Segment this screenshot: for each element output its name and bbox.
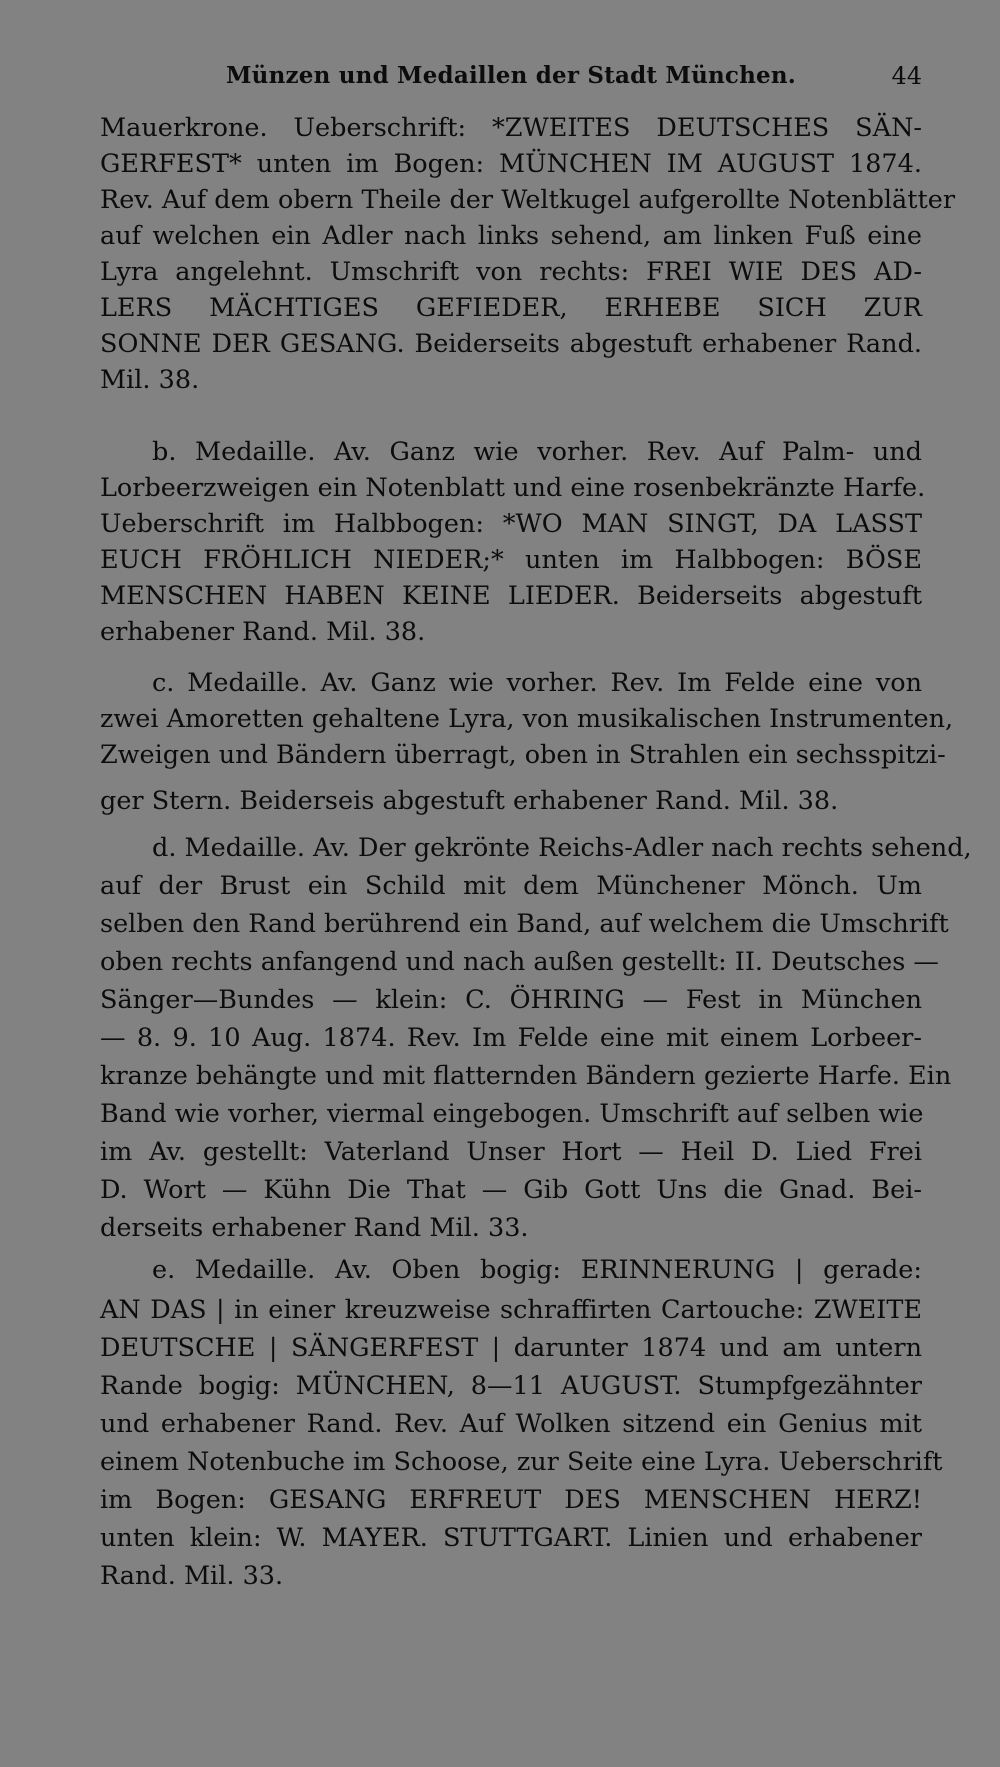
text-line: zwei Amoretten gehaltene Lyra, von musikalischen Instrumenten,	[100, 704, 954, 734]
text-line: LERS MÄCHTIGES GEFIEDER, ERHEBE SICH ZUR	[100, 293, 922, 323]
text-line: GERFEST* unten im Bogen: MÜNCHEN IM AUGUST 1874.	[100, 149, 922, 179]
text-line: DEUTSCHE | SÄNGERFEST | darunter 1874 und am untern	[100, 1333, 922, 1363]
text-line: Lyra angelehnt. Umschrift von rechts: FREI WIE DES AD-	[100, 257, 922, 287]
text-line: Rand. Mil. 33.	[100, 1561, 284, 1591]
text-line: Mauerkrone. Ueberschrift: *ZWEITES DEUTSCHES SÄN-	[100, 113, 922, 143]
text-line: ger Stern. Beiderseis abgestuft erhabener Rand. Mil. 38.	[100, 786, 839, 816]
text-line: selben den Rand berührend ein Band, auf welchem die Umschrift	[100, 909, 949, 939]
text-line: Zweigen und Bändern überragt, oben in Strahlen ein sechsspitzi-	[100, 740, 946, 770]
text-line: erhabener Rand. Mil. 38.	[100, 617, 426, 647]
text-line: Lorbeerzweigen ein Notenblatt und eine rosenbekränzte Harfe.	[100, 473, 926, 503]
text-line: AN DAS | in einer kreuzweise schraffirten Cartouche: ZWEITE	[100, 1295, 922, 1325]
text-line: MENSCHEN HABEN KEINE LIEDER. Beiderseits abgestuft	[100, 581, 922, 611]
text-line: d. Medaille. Av. Der gekrönte Reichs-Adler nach rechts sehend,	[152, 833, 972, 863]
text-line: Mil. 38.	[100, 365, 200, 395]
running-head	[100, 62, 922, 96]
text-line: einem Notenbuche im Schoose, zur Seite eine Lyra. Ueberschrift	[100, 1447, 943, 1477]
text-line: Rande bogig: MÜNCHEN, 8—11 AUGUST. Stumpfgezähnter	[100, 1371, 922, 1401]
text-line: Band wie vorher, viermal eingebogen. Umschrift auf selben wie	[100, 1099, 924, 1129]
text-line: im Bogen: GESANG ERFREUT DES MENSCHEN HERZ!	[100, 1485, 922, 1515]
text-line: und erhabener Rand. Rev. Auf Wolken sitzend ein Genius mit	[100, 1409, 922, 1439]
text-line: derseits erhabener Rand Mil. 33.	[100, 1213, 529, 1243]
text-line: unten klein: W. MAYER. STUTTGART. Linien und erhabener	[100, 1523, 922, 1553]
text-line: b. Medaille. Av. Ganz wie vorher. Rev. Auf Palm- und	[152, 437, 922, 467]
text-line: SONNE DER GESANG. Beiderseits abgestuft erhabener Rand.	[100, 329, 922, 359]
page-number: 44	[891, 62, 922, 90]
text-line: im Av. gestellt: Vaterland Unser Hort — Heil D. Lied Frei	[100, 1137, 922, 1167]
text-line: auf der Brust ein Schild mit dem Münchener Mönch. Um	[100, 871, 922, 901]
text-line: EUCH FRÖHLICH NIEDER;* unten im Halbbogen: BÖSE	[100, 545, 922, 575]
text-line: kranze behängte und mit flatternden Bändern gezierte Harfe. Ein	[100, 1061, 952, 1091]
text-line: c. Medaille. Av. Ganz wie vorher. Rev. Im Felde eine von	[152, 668, 922, 698]
text-line: D. Wort — Kühn Die That — Gib Gott Uns die Gnad. Bei-	[100, 1175, 922, 1205]
running-title: Münzen und Medaillen der Stadt München.	[226, 62, 796, 89]
text-line: Rev. Auf dem obern Theile der Weltkugel aufgerollte Notenblätter	[100, 185, 956, 215]
text-line: — 8. 9. 10 Aug. 1874. Rev. Im Felde eine mit einem Lorbeer-	[100, 1023, 922, 1053]
text-line: auf welchen ein Adler nach links sehend, am linken Fuß eine	[100, 221, 922, 251]
text-line: Sänger—Bundes — klein: C. ÖHRING — Fest in München	[100, 985, 922, 1015]
text-line: oben rechts anfangend und nach außen gestellt: II. Deutsches —	[100, 947, 939, 977]
text-line: e. Medaille. Av. Oben bogig: ERINNERUNG | gerade:	[152, 1255, 922, 1285]
text-line: Ueberschrift im Halbbogen: *WO MAN SINGT, DA LASST	[100, 509, 922, 539]
